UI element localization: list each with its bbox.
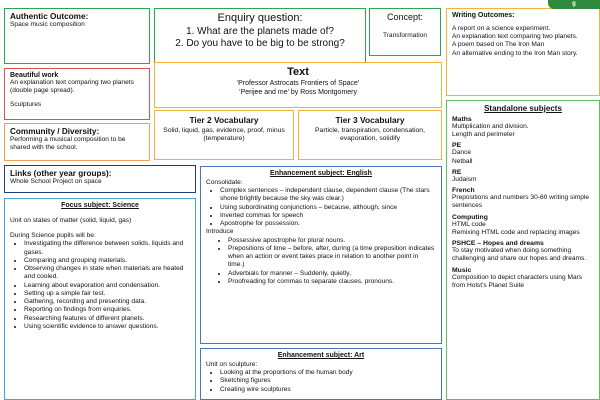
english-box	[200, 166, 442, 344]
standalone-sections	[452, 116, 594, 290]
english-introduce-item: • Prepositions of time – before, after, during (a time preposition indicates when an action or event takes place in relation to another point in time.)	[228, 245, 436, 270]
concept-text: Transformation	[382, 32, 428, 39]
science-list-item: • Comparing and grouping materials.	[24, 257, 190, 265]
science-list-item: • Observing changes in state when materials are heated and cooled.	[24, 265, 190, 281]
art-list	[206, 369, 436, 394]
art-list-item: • Looking at the proportions of the human body	[220, 369, 436, 377]
english-introduce-item: • Proofreading for commas to separate clauses, pronouns.	[228, 278, 436, 286]
community-title: Community / Diversity:	[10, 127, 100, 136]
english-introduce: Introduce	[206, 228, 234, 236]
standalone-subject-text: Dance Netball	[452, 149, 473, 165]
links-title: Links (other year groups):	[10, 169, 112, 178]
community-text: Performing a musical composition to be shared with the school.	[10, 136, 126, 152]
art-unit: Unit on sculpture:	[206, 361, 258, 368]
beautiful-work-box	[4, 68, 150, 120]
standalone-subject-text: Multiplication and division. Length and perimeter	[452, 123, 529, 139]
english-consolidate-item: • Using subordinating conjunctions – because, although, since	[220, 204, 436, 212]
tier2-vocabulary-box	[154, 110, 294, 160]
science-list	[10, 240, 190, 331]
concept-box	[369, 8, 441, 56]
enquiry-question-box	[154, 8, 366, 64]
concept-title: Concept:	[386, 12, 424, 22]
standalone-subject-heading: Maths	[452, 116, 472, 123]
links-box	[4, 165, 196, 193]
standalone-subject-heading: French	[452, 187, 475, 195]
tier3-vocabulary-box	[298, 110, 442, 160]
writing-outcome-4: An alternative ending to the Iron Man story.	[452, 49, 578, 57]
beautiful-work-text: An explanation text comparing two planets (double page spread).	[10, 79, 134, 95]
text-box	[154, 62, 442, 108]
standalone-subjects-box	[446, 100, 600, 400]
standalone-subject-heading: Computing	[452, 213, 488, 221]
english-consolidate-item: • Apostrophe for possession.	[220, 220, 436, 228]
science-list-item: • Setting up a simple fair test.	[24, 290, 190, 298]
art-title: Enhancement subject: Art	[277, 352, 365, 359]
writing-outcomes-title: Writing Outcomes:	[452, 12, 515, 19]
art-list-item: • Creating wire sculptures	[220, 386, 436, 394]
science-title: Focus subject: Science	[61, 202, 139, 209]
standalone-subject-text: Judaism	[452, 175, 477, 183]
science-intro: During Science pupils will be:	[10, 232, 96, 240]
english-consolidate-item: • Complex sentences – independent clause, dependent clause (The stars shone brightly because the sky was clear.)	[220, 187, 436, 203]
standalone-subject-text: Composition to depict characters using Mars from Holst’s Planet Suite	[452, 273, 583, 289]
tier2-title: Tier 2 Vocabulary	[189, 115, 259, 125]
standalone-title: Standalone subjects	[484, 104, 562, 113]
enquiry-q2: 2. Do you have to be big to be strong?	[175, 38, 345, 49]
art-list-item: • Sketching figures	[220, 377, 436, 385]
writing-outcome-2: An explanation text comparing two planets.	[452, 33, 578, 41]
standalone-subject-text: Prepositions and numbers 30-60 writing simple sentences	[452, 194, 590, 210]
text-box-line2: ‘Perijee and me’ by Ross Montgomery	[238, 88, 357, 96]
english-consolidate-item: • Inverted commas for speech	[220, 212, 436, 220]
authentic-outcome-title: Authentic Outcome:	[10, 12, 89, 21]
science-list-item: • Gathering, recording and presenting data.	[24, 298, 190, 306]
science-list-item: • Researching features of different planets.	[24, 315, 190, 323]
beautiful-work-title: Beautiful work	[10, 72, 59, 79]
standalone-subject-heading: Music	[452, 266, 472, 274]
science-list-item: • Using scientific evidence to answer questions.	[24, 323, 190, 331]
tier3-text: Particle, transpiration, condensation, evaporation, solidify	[315, 127, 425, 143]
standalone-subject-heading: RE	[452, 168, 462, 176]
science-box	[4, 198, 196, 400]
tier2-text: Solid, liquid, gas, evidence, proof, minus (temperature)	[163, 127, 285, 143]
authentic-outcome-text: Space music composition	[10, 21, 85, 28]
english-introduce-list	[206, 237, 436, 286]
art-box	[200, 348, 442, 400]
authentic-outcome-box	[4, 8, 150, 64]
standalone-subject-heading: PE	[452, 142, 462, 150]
text-box-line1: ‘Professor Astrocats Frontiers of Space’	[236, 80, 360, 87]
english-introduce-item: • Adverbials for manner – Suddenly, quietly,	[228, 270, 436, 278]
links-text: Whole School Project on space	[10, 178, 102, 185]
writing-outcome-1: A report on a science experiment.	[452, 25, 551, 32]
english-consolidate-list	[206, 187, 436, 228]
english-title: Enhancement subject: English	[270, 170, 372, 177]
text-box-title: Text	[287, 66, 309, 78]
science-list-item: • Investigating the difference between solids, liquids and gases.	[24, 240, 190, 256]
standalone-subject-text: HTML code Remixing HTML code and replacing images	[452, 220, 580, 236]
community-box	[4, 123, 150, 161]
writing-outcomes-box	[446, 8, 600, 96]
school-logo	[548, 0, 600, 9]
science-unit: Unit on states of matter (solid, liquid, gas)	[10, 217, 132, 224]
science-list-item: • Reporting on findings from enquiries.	[24, 306, 190, 314]
science-list-item: • Learning about evaporation and condensation.	[24, 282, 190, 290]
standalone-subject-text: To stay motivated when doing something challenging and share our hopes and dreams.	[452, 247, 587, 263]
beautiful-work-extra: Sculptures	[10, 101, 42, 109]
tier3-title: Tier 3 Vocabulary	[335, 115, 405, 125]
enquiry-q1: 1. What are the planets made of?	[186, 26, 334, 37]
english-consolidate: Consolidate:	[206, 179, 243, 186]
writing-outcome-3: A poem based on The Iron Man	[452, 41, 545, 49]
standalone-subject-heading: PSHCE – Hopes and dreams	[452, 240, 544, 248]
logo-text: g	[572, 1, 576, 7]
english-introduce-item: • Possessive apostrophe for plural nouns.	[228, 237, 436, 245]
enquiry-title: Enquiry question:	[217, 12, 303, 24]
